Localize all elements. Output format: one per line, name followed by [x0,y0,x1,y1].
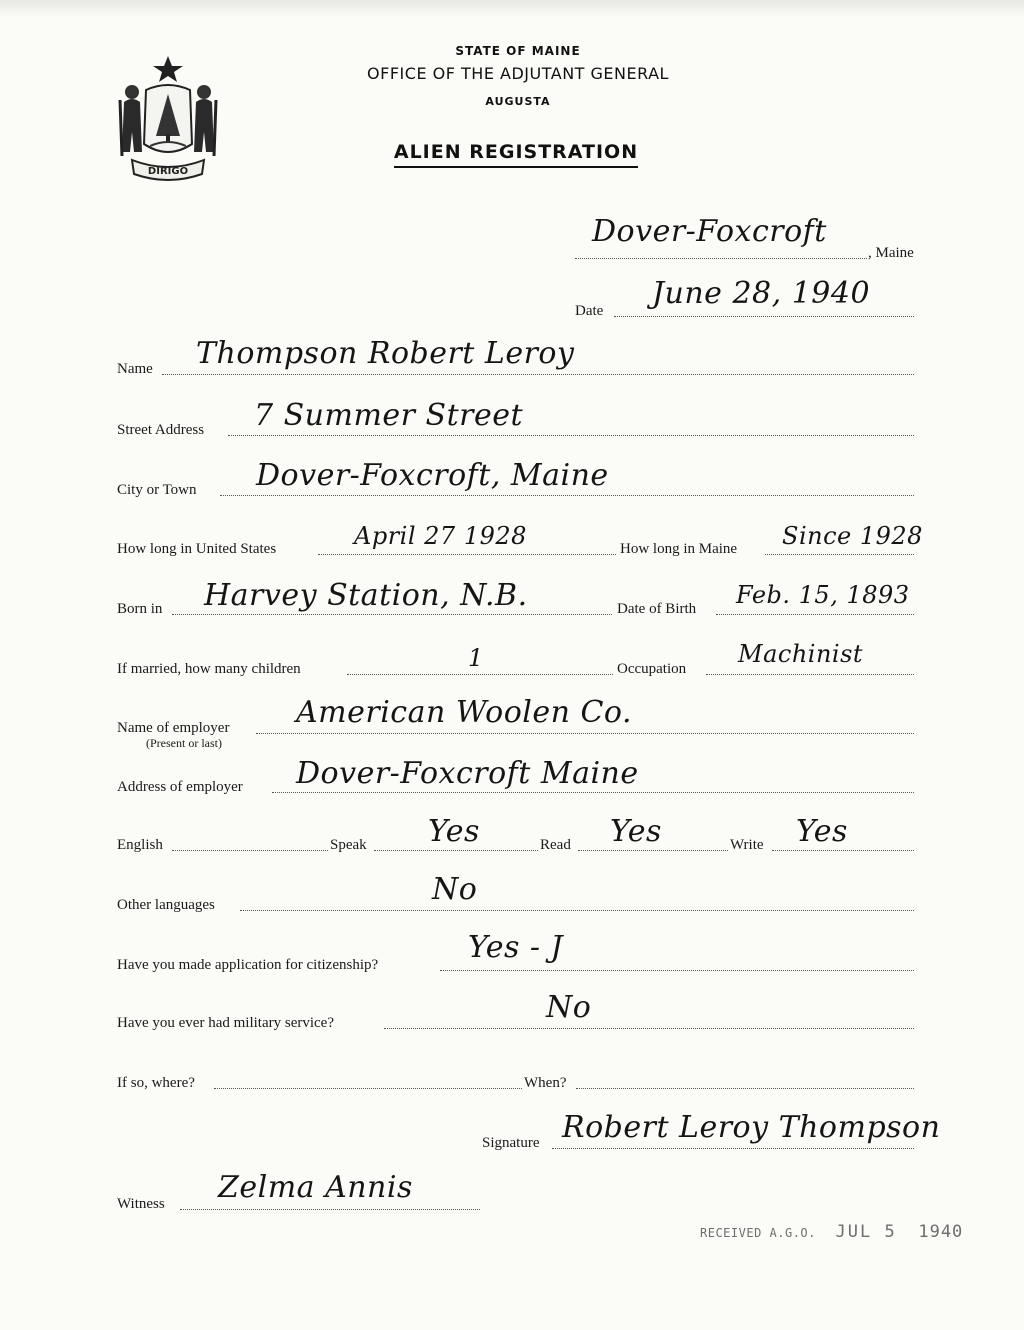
citizenship-label: Have you made application for citizenship? [117,957,379,973]
maine-line [765,554,914,555]
children-line [347,674,613,675]
date-label: Date [575,303,604,319]
seal-motto: DIRIGO [147,166,189,177]
dob-line [716,614,914,615]
employer-address-label: Address of employer [117,779,243,795]
write-value: Yes [796,814,848,849]
city-value: Dover-Foxcroft, Maine [256,458,609,493]
occupation-value: Machinist [738,640,864,668]
children-label: If married, how many children [117,661,301,677]
signature-value: Robert Leroy Thompson [562,1110,941,1145]
city-label: City or Town [117,482,197,498]
other-languages-line [240,910,914,911]
date-line [614,316,914,317]
scan-edge [0,0,1024,18]
when-line [576,1088,914,1089]
read-label: Read [540,837,571,853]
write-label: Write [730,837,764,853]
where-line [214,1088,522,1089]
maine-value: Since 1928 [782,522,923,550]
speak-value: Yes [428,814,480,849]
city-heading: AUGUSTA [485,95,551,108]
street-line [228,435,914,436]
dob-label: Date of Birth [617,601,697,617]
other-languages-label: Other languages [117,897,215,913]
stamp-month-day: JUL 5 [835,1222,897,1242]
other-languages-value: No [432,872,478,907]
born-label: Born in [117,601,163,617]
employer-sublabel: (Present or last) [146,736,222,750]
state-heading: STATE OF MAINE [455,44,581,58]
place-label: , Maine [868,245,914,261]
citizenship-line [440,970,914,971]
employer-label: Name of employer [117,720,230,736]
speak-line [374,850,538,851]
street-value: 7 Summer Street [254,398,524,433]
write-line [772,850,914,851]
witness-label: Witness [117,1196,165,1212]
us-line [318,554,616,555]
where-label: If so, where? [117,1075,195,1091]
form-title [4,141,1024,168]
dob-value: Feb. 15, 1893 [736,581,910,609]
place-value: Dover-Foxcroft [592,214,827,249]
citizenship-value: Yes - J [468,930,564,965]
us-label: How long in United States [117,541,277,557]
form-title-text: ALIEN REGISTRATION [394,141,638,168]
born-line [172,614,612,615]
born-value: Harvey Station, N.B. [204,578,528,613]
occupation-line [706,674,914,675]
name-value: Thompson Robert Leroy [196,336,575,371]
us-value: April 27 1928 [354,522,527,550]
read-value: Yes [610,814,662,849]
read-line [578,850,728,851]
employer-line [256,733,914,734]
stamp-text: RECEIVED A.G.O. [700,1226,816,1240]
english-line [172,850,328,851]
witness-value: Zelma Annis [218,1170,413,1205]
stamp-year: 1940 [918,1222,964,1242]
employer-address-line [272,792,914,793]
english-label: English [117,837,163,853]
military-line [384,1028,914,1029]
signature-label: Signature [482,1135,540,1151]
place-line [575,258,867,259]
signature-line [552,1148,914,1149]
military-value: No [546,990,592,1025]
city-line [220,495,914,496]
speak-label: Speak [330,837,367,853]
children-value: 1 [468,644,484,672]
received-stamp [700,1222,963,1242]
date-value: June 28, 1940 [652,276,871,311]
occupation-label: Occupation [617,661,687,677]
employer-address-value: Dover-Foxcroft Maine [296,756,639,791]
office-heading: OFFICE OF THE ADJUTANT GENERAL [367,64,669,83]
name-line [162,374,914,375]
when-label: When? [524,1075,567,1091]
witness-line [180,1209,480,1210]
name-label: Name [117,361,153,377]
military-label: Have you ever had military service? [117,1015,334,1031]
street-label: Street Address [117,422,205,438]
employer-value: American Woolen Co. [296,695,632,730]
maine-label: How long in Maine [620,541,738,557]
